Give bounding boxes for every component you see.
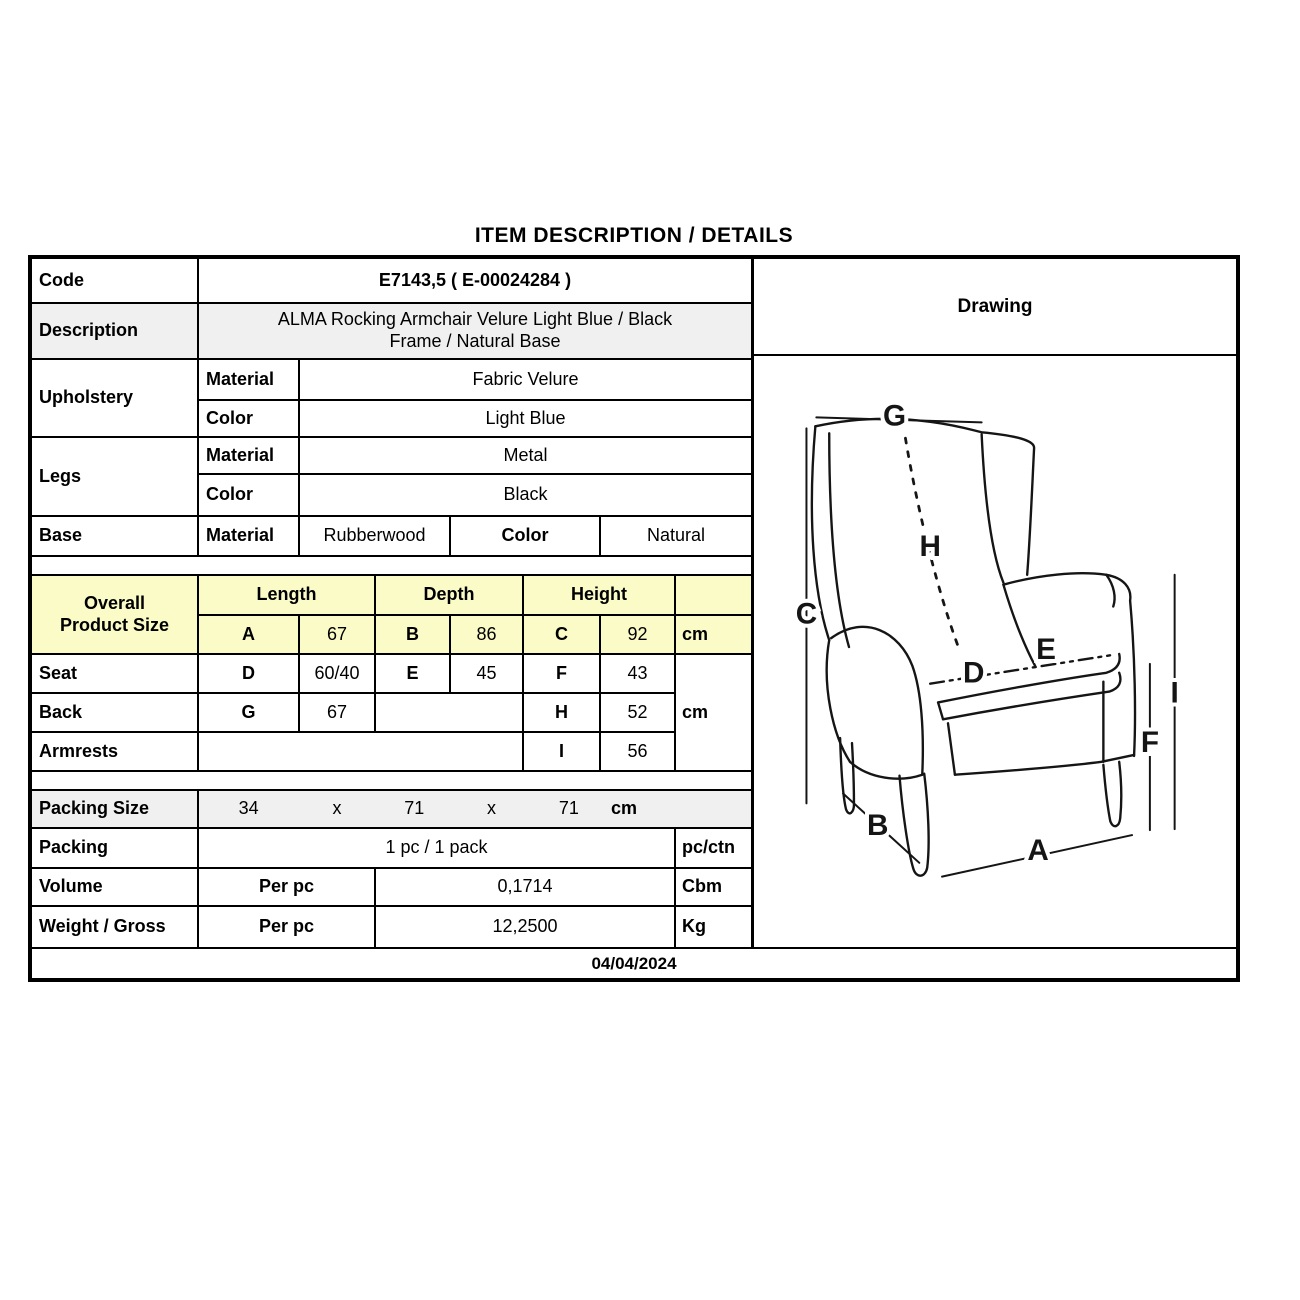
legs-color-label: Color — [199, 475, 300, 517]
base-material-value: Rubberwood — [300, 517, 451, 557]
packing-size-v3: 71 — [558, 798, 579, 819]
upholstery-material-label: Material — [199, 360, 300, 401]
code-value: E7143,5 ( E-00024284 ) — [199, 259, 751, 304]
volume-per-pc: Per pc — [199, 869, 376, 907]
dim-h-key: H — [524, 694, 601, 733]
dim-i-key: I — [524, 733, 601, 772]
date-row — [32, 947, 1236, 978]
armchair-sketch — [754, 356, 1236, 945]
description-line2: Frame / Natural Base — [389, 331, 561, 351]
chair-right-wing-inner — [982, 434, 1004, 582]
dim-b-value: 86 — [451, 616, 524, 655]
height-header: Height — [524, 576, 676, 616]
back-depth-empty — [376, 694, 524, 733]
dim-a-key: A — [199, 616, 300, 655]
overall-line2: Product Size — [59, 614, 170, 635]
weight-per-pc: Per pc — [199, 907, 376, 947]
chair-left-arm-outer — [827, 640, 850, 762]
dim-label-B: B — [866, 809, 889, 843]
packing-size-v1: 34 — [238, 798, 259, 819]
depth-header: Depth — [376, 576, 524, 616]
volume-value: 0,1714 — [376, 869, 676, 907]
packing-size-unit: cm — [611, 798, 638, 819]
weight-value: 12,2500 — [376, 907, 676, 947]
packing-size-x1: x — [332, 798, 342, 819]
packing-size-v2: 71 — [404, 798, 425, 819]
dim-h-value: 52 — [601, 694, 676, 733]
chair-front-rail-left — [948, 723, 955, 774]
spacer-row — [32, 557, 751, 576]
upholstery-color-label: Color — [199, 401, 300, 438]
armrests-label: Armrests — [32, 733, 199, 772]
code-label: Code — [32, 259, 199, 304]
base-color-value: Natural — [601, 517, 751, 557]
dim-label-H: H — [919, 529, 941, 563]
packing-size-x2: x — [487, 798, 497, 819]
chair-seat-cushion-left — [938, 702, 943, 719]
dim-line-DE — [930, 655, 1112, 684]
dim-e-value: 45 — [451, 655, 524, 694]
dim-f-key: F — [524, 655, 601, 694]
spec-table — [32, 259, 751, 947]
legs-material-label: Material — [199, 438, 300, 475]
weight-unit: Kg — [682, 916, 706, 937]
spacer-row — [32, 772, 751, 791]
dim-label-A: A — [1027, 833, 1049, 867]
upholstery-color-value: Light Blue — [300, 401, 751, 438]
chair-left-arm-bottom — [850, 762, 922, 779]
back-label: Back — [32, 694, 199, 733]
dim-label-D: D — [962, 656, 985, 690]
armrests-empty — [199, 733, 524, 772]
description-label: Description — [32, 304, 199, 360]
date-value: 04/04/2024 — [591, 953, 677, 973]
base-label: Base — [32, 517, 199, 557]
dim-g-key: G — [199, 694, 300, 733]
seat-label: Seat — [32, 655, 199, 694]
legs-label: Legs — [32, 438, 199, 517]
chair-right-arm-roll — [1106, 575, 1114, 607]
dim-d-key: D — [199, 655, 300, 694]
overall-unit: cm — [676, 616, 751, 655]
chair-front-right-leg — [1103, 762, 1121, 826]
length-header: Length — [199, 576, 376, 616]
drawing-panel — [754, 259, 1236, 947]
chair-front-left-leg — [899, 774, 928, 876]
weight-label: Weight / Gross — [32, 907, 199, 947]
description-line1: ALMA Rocking Armchair Velure Light Blue / Black — [277, 309, 673, 330]
volume-label: Volume — [32, 869, 199, 907]
dim-label-F: F — [1140, 725, 1159, 759]
legs-color-value: Black — [300, 475, 751, 517]
dim-a-value: 67 — [300, 616, 376, 655]
dim-label-C: C — [795, 597, 818, 631]
dim-i-value: 56 — [601, 733, 676, 772]
volume-unit: Cbm — [676, 869, 751, 907]
dim-g-value: 67 — [300, 694, 376, 733]
chair-left-wing-inner — [829, 433, 849, 647]
drawing-header: Drawing — [754, 259, 1236, 356]
base-material-label: Material — [199, 517, 300, 557]
dim-label-E: E — [1036, 632, 1056, 666]
description-value — [199, 304, 751, 360]
dim-label-G: G — [882, 399, 907, 433]
base-color-label: Color — [451, 517, 601, 557]
dim-b-key: B — [376, 616, 451, 655]
header-empty-cell — [676, 576, 751, 616]
dim-f-value: 43 — [601, 655, 676, 694]
packing-value: 1 pc / 1 pack — [199, 829, 676, 869]
packing-unit: pc/ctn — [676, 829, 751, 869]
legs-material-value: Metal — [300, 438, 751, 475]
packing-size-value — [199, 791, 751, 829]
dim-e-key: E — [376, 655, 451, 694]
seat-back-arm-unit: cm — [676, 655, 751, 772]
armchair-drawing — [754, 356, 1236, 945]
packing-size-label: Packing Size — [32, 791, 199, 829]
overall-line1: Overall — [83, 592, 146, 613]
chair-back-seat-seam — [1003, 585, 1035, 666]
overall-product-size-label — [32, 576, 199, 655]
dim-c-key: C — [524, 616, 601, 655]
spec-table-frame — [28, 255, 1240, 982]
upholstery-label: Upholstery — [32, 360, 199, 438]
chair-front-rail-bottom — [955, 755, 1134, 775]
packing-label: Packing — [32, 829, 199, 869]
page-title: ITEM DESCRIPTION / DETAILS — [474, 224, 794, 247]
dim-d-value: 60/40 — [300, 655, 376, 694]
dim-c-value: 92 — [601, 616, 676, 655]
upholstery-material-value: Fabric Velure — [300, 360, 751, 401]
dim-label-I: I — [1170, 676, 1179, 710]
